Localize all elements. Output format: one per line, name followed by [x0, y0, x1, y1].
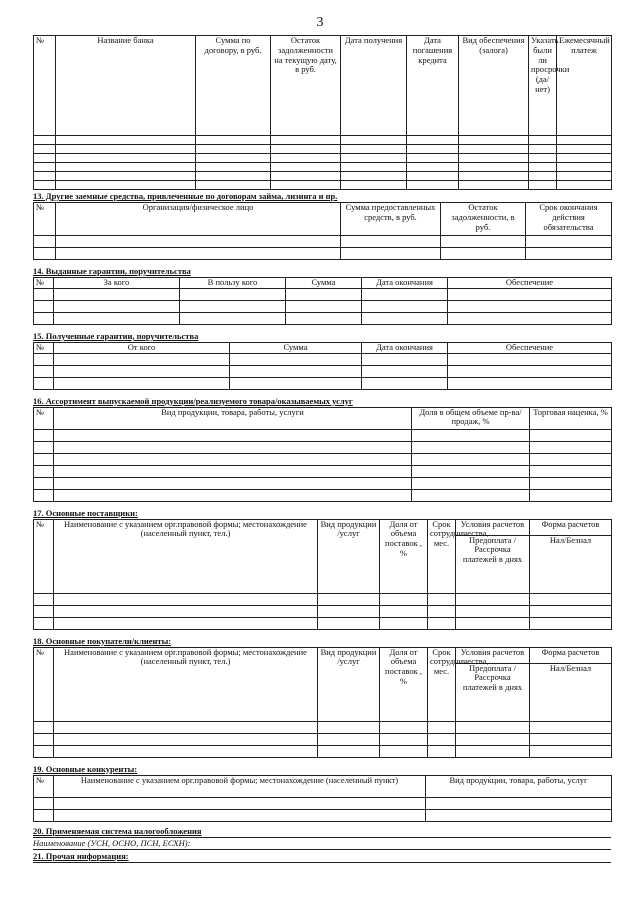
table-row	[34, 617, 612, 629]
header-cell: За кого	[54, 278, 180, 289]
header-cell: №	[34, 775, 54, 797]
table-row	[34, 593, 612, 605]
header-cell: №	[34, 647, 54, 721]
table-row	[34, 441, 612, 453]
header-cell: Доля от объема поставок , %	[380, 647, 428, 721]
header-cell: Указать были ли просрочки (да/нет)	[529, 36, 557, 136]
header-cell: Вид продукции /услуг	[318, 647, 380, 721]
table-row	[34, 809, 612, 821]
header-cell: В пользу кого	[180, 278, 286, 289]
table-header-row	[34, 647, 612, 663]
payment-terms-options: Предоплата / Рассрочка платежей в днях	[456, 663, 530, 721]
customers-table	[33, 647, 612, 758]
header-cell: Наименование с указанием орг.правовой формы; местонахождение (населенный пункт)	[54, 775, 426, 797]
table-row	[34, 181, 612, 190]
table-row	[34, 145, 612, 154]
payment-form-options: Нал/Безнал	[530, 535, 612, 593]
table-row	[34, 429, 612, 441]
table-row	[34, 288, 612, 300]
header-cell: №	[34, 278, 54, 289]
section-18-title: 18. Основные покупатели/клиенты:	[33, 635, 172, 646]
header-cell: Срок окончания действия обязательства	[526, 203, 612, 236]
header-cell: №	[34, 36, 56, 136]
table-row	[34, 721, 612, 733]
table-row	[34, 136, 612, 145]
table-row	[34, 353, 612, 365]
header-cell: Вид обеспечения (залога)	[459, 36, 529, 136]
header-cell: Дата окончания	[362, 342, 448, 353]
assortment-table	[33, 407, 612, 502]
table-row	[34, 248, 612, 260]
received-guarantees-table	[33, 342, 612, 390]
header-cell: Условия расчетов	[456, 647, 530, 663]
competitors-table	[33, 775, 612, 822]
table-row	[34, 236, 612, 248]
table-header-row	[34, 278, 612, 289]
table-row	[34, 154, 612, 163]
other-loans-table	[33, 202, 612, 260]
table-row	[34, 477, 612, 489]
header-cell: Остаток задолженности, в руб.	[441, 203, 526, 236]
table-row	[34, 453, 612, 465]
header-cell: Организация/физическое лицо	[56, 203, 341, 236]
section-14-title: 14. Выданные гарантии, поручительства	[33, 266, 191, 276]
page-number: 3	[316, 15, 324, 30]
tax-system-field[interactable]: Наименование (УСН, ОСНО, ПСН, ЕСХН):	[33, 838, 611, 850]
header-cell: Сумма предоставленных средств, в руб.	[341, 203, 441, 236]
table-row	[34, 745, 612, 757]
table-row	[34, 465, 612, 477]
table-row	[34, 172, 612, 181]
header-cell: Срок сотрудничества, мес.	[428, 647, 456, 721]
header-cell: Вид продукции, товара, работы, услуги	[54, 407, 412, 429]
header-cell: №	[34, 519, 54, 593]
header-cell: Наименование с указанием орг.правовой формы; местонахождение (населенный пункт, тел.)	[54, 519, 318, 593]
header-cell: Форма расчетов	[530, 647, 612, 663]
form-content	[33, 35, 611, 863]
header-cell: Дата окончания	[362, 278, 448, 289]
table-row	[34, 163, 612, 172]
table-header-row	[34, 407, 612, 429]
header-cell: №	[34, 203, 56, 236]
payment-form-options: Нал/Безнал	[530, 663, 612, 721]
table-row	[34, 797, 612, 809]
header-cell: Сумма по договору, в руб.	[196, 36, 271, 136]
header-cell: Сумма	[230, 342, 362, 353]
header-cell: №	[34, 342, 54, 353]
header-cell: Вид продукции, товара, работы, услуг	[426, 775, 612, 797]
section-16-title: 16. Ассортимент выпускаемой продукции/реализуемого товара/оказываемых услуг	[33, 395, 353, 406]
table-row	[34, 605, 612, 617]
header-cell: Вид продукции /услуг	[318, 519, 380, 593]
section-21-title: 21. Прочая информация:	[33, 851, 611, 863]
header-cell: От кого	[54, 342, 230, 353]
section-13-title: 13. Другие заемные средства, привлеченные по договорам займа, лизинга и пр.	[33, 191, 338, 201]
header-cell: Ежемесячный платеж	[557, 36, 612, 136]
table-row	[34, 312, 612, 324]
header-cell: Условия расчетов	[456, 519, 530, 535]
header-cell: Название банка	[56, 36, 196, 136]
table-row	[34, 300, 612, 312]
header-cell: Доля в общем объеме пр-ва/продаж, %	[412, 407, 530, 429]
table-row	[34, 365, 612, 377]
header-cell: Доля от объема поставок , %	[380, 519, 428, 593]
section-20-title: 20. Применяемая система налогообложения	[33, 826, 611, 838]
header-cell: Срок сотрудничества, мес.	[428, 519, 456, 593]
section-19-title: 19. Основные конкуренты:	[33, 763, 138, 774]
header-cell: Остаток задолженности на текущую дату, в руб.	[271, 36, 341, 136]
table-header-row	[34, 775, 612, 797]
header-cell: Дата погашения кредита	[407, 36, 459, 136]
table-row	[34, 733, 612, 745]
header-cell: Сумма	[286, 278, 362, 289]
table-header-row	[34, 203, 612, 236]
header-cell: Форма расчетов	[530, 519, 612, 535]
section-17-title: 17. Основные поставщики:	[33, 507, 138, 518]
header-cell: №	[34, 407, 54, 429]
table-header-row	[34, 342, 612, 353]
table-row	[34, 377, 612, 389]
issued-guarantees-table	[33, 277, 612, 325]
header-cell: Обеспечение	[448, 342, 612, 353]
section-15-title: 15. Полученные гарантии, поручительства	[33, 330, 199, 341]
table-header-row	[34, 519, 612, 535]
header-cell: Наименование с указанием орг.правовой формы; местонахождение (населенный пункт, тел.)	[54, 647, 318, 721]
table-row	[34, 489, 612, 501]
header-cell: Обеспечение	[448, 278, 612, 289]
table-header-row	[34, 36, 612, 136]
header-cell: Дата получения	[341, 36, 407, 136]
suppliers-table	[33, 519, 612, 630]
payment-terms-options: Предоплата / Рассрочка платежей в днях	[456, 535, 530, 593]
header-cell: Торговая наценка, %	[530, 407, 612, 429]
bank-loans-table	[33, 35, 612, 190]
